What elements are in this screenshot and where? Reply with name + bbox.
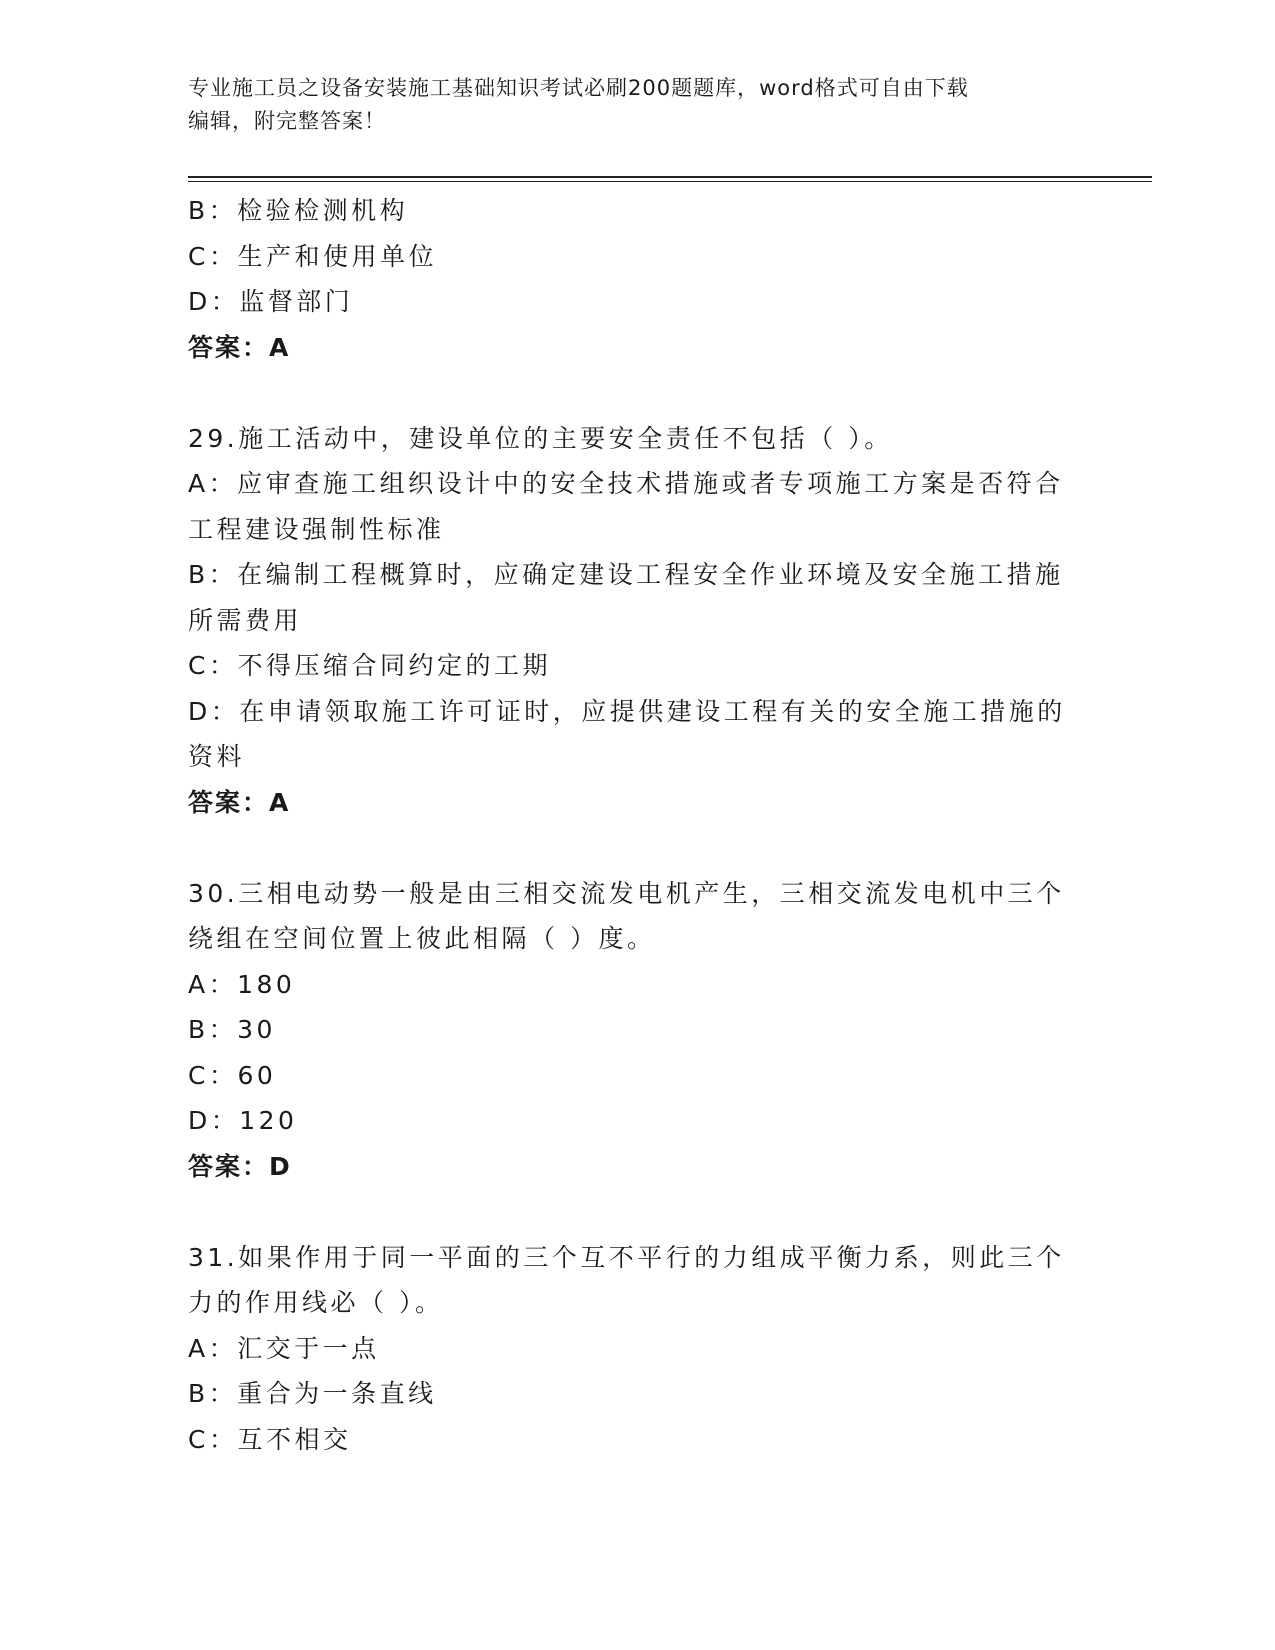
page-header xyxy=(188,72,1068,138)
header-title-line-2: 编辑，附完整答案！ xyxy=(188,109,386,133)
question-31 xyxy=(188,1235,1088,1463)
option-c: C：60 xyxy=(188,1060,277,1090)
question-stem-continued: 力的作用线必（ ）。 xyxy=(188,1288,444,1317)
spacer xyxy=(188,825,1088,871)
option-c: C：互不相交 xyxy=(188,1424,352,1454)
question-stem: 30.三相电动势一般是由三相交流发电机产生，三相交流发电机中三个 xyxy=(188,878,1065,908)
option-b: B：重合为一条直线 xyxy=(188,1379,437,1408)
option-d: D：120 xyxy=(188,1106,298,1135)
option-a-continued: 工程建设强制性标准 xyxy=(188,514,445,544)
answer-line: 答案：A xyxy=(188,332,291,362)
document-body xyxy=(188,188,1088,1462)
option-c: C：不得压缩合同约定的工期 xyxy=(188,651,551,680)
header-title-line-1: 专业施工员之设备安装施工基础知识考试必刷200题题库，word格式可自由下载 xyxy=(188,76,969,100)
option-b: B：在编制工程概算时，应确定建设工程安全作业环境及安全施工措施 xyxy=(188,560,1064,589)
option-d: D：监督部门 xyxy=(188,287,354,316)
option-b-continued: 所需费用 xyxy=(188,605,303,635)
header-rule-thick xyxy=(188,176,1152,178)
question-29 xyxy=(188,416,1088,826)
question-28-continued xyxy=(188,188,1088,370)
option-d: D：在申请领取施工许可证时，应提供建设工程有关的安全施工措施的 xyxy=(188,696,1066,726)
question-30 xyxy=(188,871,1088,1190)
spacer xyxy=(188,1189,1088,1235)
spacer xyxy=(188,370,1088,416)
option-a: A：应审查施工组织设计中的安全技术措施或者专项施工方案是否符合 xyxy=(188,469,1064,498)
option-a: A：汇交于一点 xyxy=(188,1333,380,1363)
option-b: B：30 xyxy=(188,1015,276,1044)
option-b: B：检验检测机构 xyxy=(188,196,409,225)
option-c: C：生产和使用单位 xyxy=(188,241,437,271)
option-d-continued: 资料 xyxy=(188,742,246,771)
option-a: A：180 xyxy=(188,969,296,999)
header-rule-thin xyxy=(188,181,1152,182)
answer-line: 答案：D xyxy=(188,1151,292,1181)
question-stem: 31.如果作用于同一平面的三个互不平行的力组成平衡力系，则此三个 xyxy=(188,1242,1065,1272)
question-stem-continued: 绕组在空间位置上彼此相隔（ ）度。 xyxy=(188,924,656,953)
question-stem: 29.施工活动中，建设单位的主要安全责任不包括（ ）。 xyxy=(188,423,893,453)
answer-line: 答案：A xyxy=(188,787,291,817)
